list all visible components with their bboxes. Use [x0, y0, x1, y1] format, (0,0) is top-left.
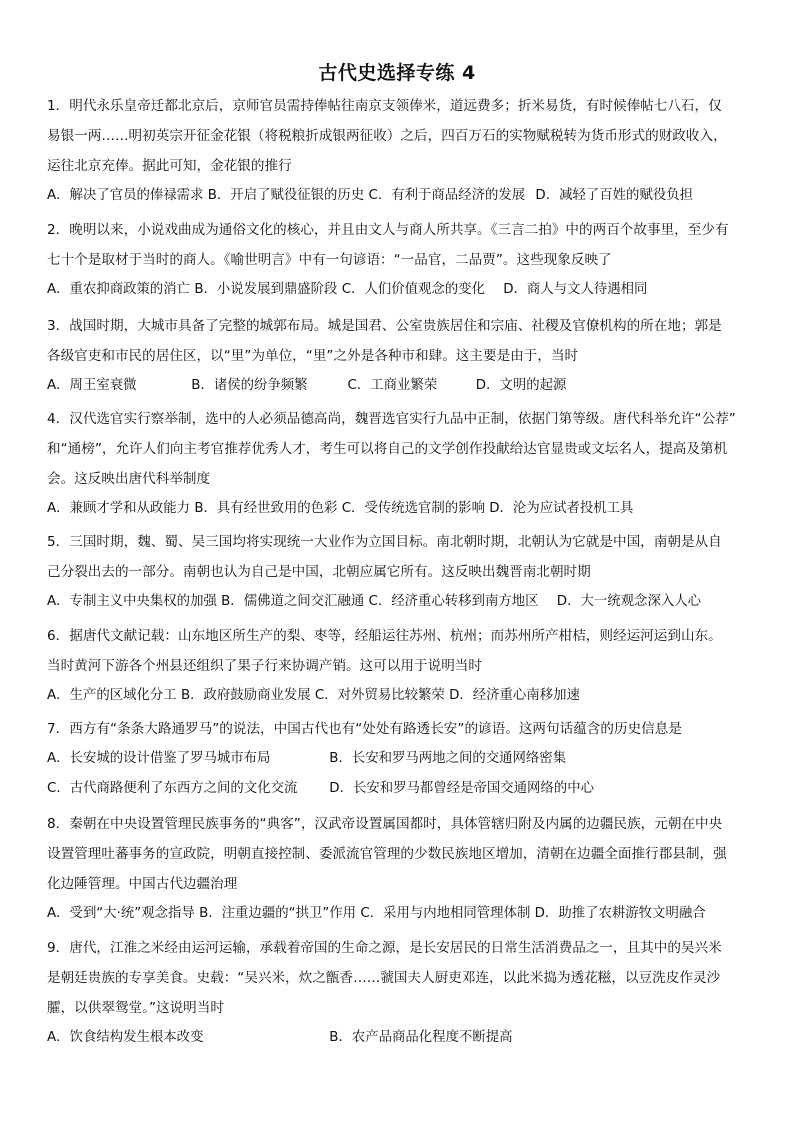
question-8 [47, 809, 757, 929]
options-row [47, 371, 757, 401]
question-5 [47, 527, 757, 617]
question-stem-line: 和“通榜”，允许人们向主考官推荐优秀人才，考生可以将自己的文学创作投献给达官显贵或文坛名人，提高及第机 [47, 441, 728, 457]
options-row [47, 587, 757, 617]
option-c: C．有利于商品经济的发展 [368, 188, 526, 203]
option-c: C．受传统选官制的影响 [341, 501, 485, 516]
question-2 [47, 215, 757, 305]
options-row [47, 774, 757, 804]
question-stem-line: 7．西方有“条条大路通罗马”的说法，中国古代也有“处处有路透长安”的谚语。这两句话蕴含的历史信息是 [47, 721, 682, 737]
page-title: 古代史选择专练 4 [318, 62, 476, 84]
question-stem-line: 9．唐代，江淮之米经由运河运输，承载着帝国的生命之源，是长安居民的日常生活消费品之一，且其中的吴兴米 [47, 940, 722, 956]
options-row [47, 899, 757, 929]
question-stem-line: 4．汉代选官实行察举制，选中的人必须品德高尚，魏晋选官实行九品中正制，依据门第等级。唐代科举允许“公荐” [47, 411, 736, 427]
question-stem-line: 各级官吏和市民的居住区，以“里”为单位，“里”之外是各种市和肆。这主要是由于，当时 [47, 348, 579, 364]
question-stem-line: 会。这反映出唐代科举制度 [47, 471, 211, 487]
question-stem-line: 5．三国时期，魏、蜀、吴三国均将实现统一大业作为立国目标。南北朝时期，北朝认为它就是中国，南朝是从自 [47, 534, 722, 550]
question-3 [47, 311, 757, 401]
question-stem-line: 当时黄河下游各个州县还组织了果子行来协调产销。这可以用于说明当时 [47, 658, 482, 674]
option-d: D．经济重心南移加速 [449, 688, 580, 703]
option-a: A．长安城的设计借鉴了罗马城市布局 [47, 751, 271, 766]
option-d: D．文明的起源 [475, 378, 567, 393]
question-stem-line: 6．据唐代文献记载：山东地区所生产的梨、枣等，经船运往苏州、杭州；而苏州所产柑桔，则经运河运到山东。 [47, 628, 722, 644]
question-stem-line: 己分裂出去的一部分。南朝也认为自己是中国，北朝应属它所有。这反映出魏晋南北朝时期 [47, 564, 591, 580]
option-b: B．开启了赋役征银的历史 [207, 188, 365, 203]
question-1 [47, 91, 757, 211]
options-row [47, 275, 757, 305]
question-stem-line: 七十个是取材于当时的商人。《喻世明言》中有一句谚语：“一品官，二品贾”。这些现象反映了 [47, 252, 612, 268]
option-b: B．诸侯的纷争频繁 [191, 378, 308, 393]
option-c: C．采用与内地相同管理体制 [360, 906, 531, 921]
option-a: A．饮食结构发生根本改变 [47, 1030, 204, 1045]
options-row [47, 681, 757, 711]
question-stem-line: 是朝廷贵族的专享美食。史载：“吴兴米，炊之甑香……虢国夫人厨吏邓连，以此米捣为透花糍，以豆洗皮作灵沙 [47, 970, 721, 986]
question-stem-line: 2．晚明以来，小说戏曲成为通俗文化的核心，并且由文人与商人所共享。《三言二拍》中的两百个故事里，至少有 [47, 222, 729, 238]
option-d: D．长安和罗马都曾经是帝国交通网络的中心 [329, 781, 594, 796]
question-7 [47, 714, 757, 804]
question-stem-line: 易银一两……明初英宗开征金花银（将税粮折成银两征收）之后，四百万石的实物赋税转为货币形式的财政收入， [47, 128, 727, 144]
option-d: D．减轻了百姓的赋役负担 [535, 188, 694, 203]
option-a: A．解决了官员的俸禄需求 [47, 188, 204, 203]
option-d: D．助推了农耕游牧文明融合 [534, 906, 706, 921]
option-b: B．政府鼓励商业发展 [180, 688, 311, 703]
option-a: A．周王室衰微 [47, 378, 137, 393]
option-c: C．工商业繁荣 [347, 378, 438, 393]
option-c: C．古代商路便利了东西方之间的文化交流 [47, 781, 298, 796]
option-b: B．具有经世致用的色彩 [194, 501, 338, 516]
option-b: B．儒佛道之间交汇融通 [221, 594, 365, 609]
options-row [47, 181, 757, 211]
question-stem-line: 运往北京充俸。据此可知，金花银的推行 [47, 158, 292, 174]
option-a: A．生产的区域化分工 [47, 688, 177, 703]
option-d: D．大一统观念深入人心 [556, 594, 702, 609]
option-c: C．人们价值观念的变化 [341, 282, 485, 297]
question-4 [47, 404, 757, 524]
options-row [47, 494, 757, 524]
question-stem-line: 化边陲管理。中国古代边疆治理 [47, 876, 238, 892]
question-6 [47, 621, 757, 711]
option-a: A．兼顾才学和从政能力 [47, 501, 191, 516]
option-d: D．沦为应试者投机工具 [489, 501, 634, 516]
options-row [47, 1023, 757, 1053]
question-stem-line: 臛，以供翠鸳堂。”这说明当时 [47, 1000, 224, 1016]
option-a: A．重农抑商政策的消亡 [47, 282, 191, 297]
question-stem-line: 3．战国时期，大城市具备了完整的城郭布局。城是国君、公室贵族居住和宗庙、社稷及官僚机构的所在地；郭是 [47, 318, 722, 334]
option-b: B．农产品商品化程度不断提高 [329, 1030, 513, 1045]
option-b: B．注重边疆的“拱卫”作用 [199, 906, 357, 921]
question-9 [47, 933, 757, 1053]
option-a: A．受到“大·统”观念指导 [47, 906, 195, 921]
options-row [47, 744, 757, 774]
option-c: C．对外贸易比较繁荣 [314, 688, 445, 703]
question-stem-line: 设置管理吐蕃事务的宣政院，明朝直接控制、委派流官管理的少数民族地区增加，清朝在边疆全面推行郡县制，强 [47, 846, 727, 862]
option-d: D．商人与文人待遇相同 [503, 282, 648, 297]
question-stem-line: 1．明代永乐皇帝迁都北京后，京师官员需持俸帖往南京支领俸米，道远费多；折米易货，有时候俸帖七八石，仅 [47, 98, 722, 114]
option-b: B．长安和罗马两地之间的交通网络密集 [329, 751, 567, 766]
option-a: A．专制主义中央集权的加强 [47, 594, 217, 609]
option-b: B．小说发展到鼎盛阶段 [194, 282, 338, 297]
option-c: C．经济重心转移到南方地区 [368, 594, 539, 609]
question-stem-line: 8．秦朝在中央设置管理民族事务的“典客”，汉武帝设置属国都时，具体管辖归附及内属的边疆民族，元朝在中央 [47, 816, 723, 832]
